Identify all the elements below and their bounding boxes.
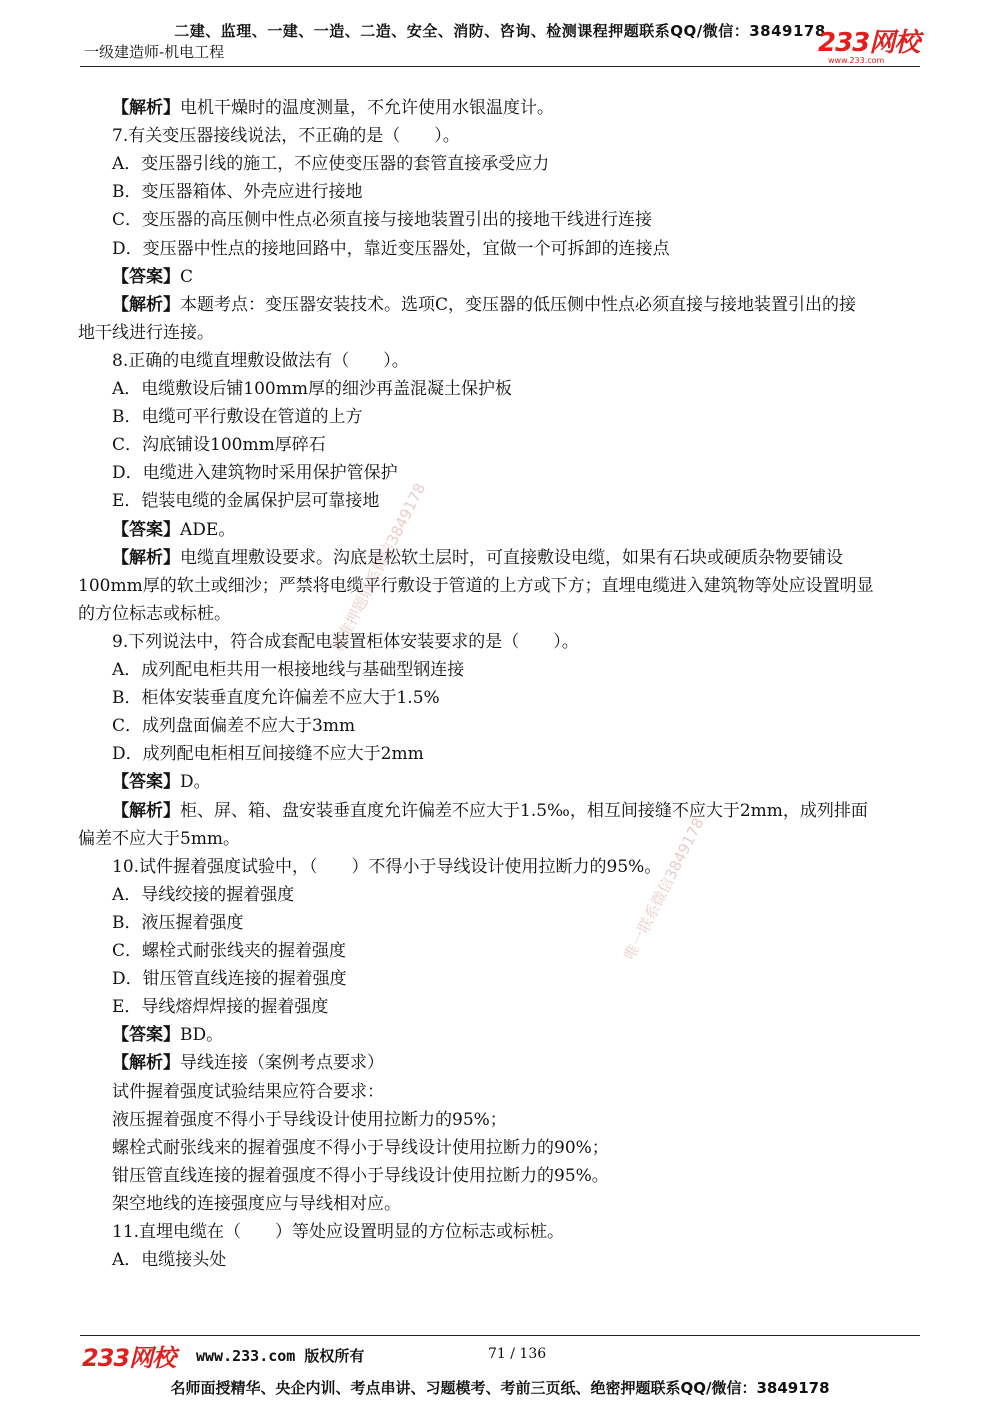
- line-text: D．成列配电柜相互间接缝不应大于2mm: [112, 744, 424, 765]
- text-line: [112, 1108, 507, 1132]
- text-line: [112, 152, 549, 176]
- line-text: C: [180, 266, 194, 287]
- line-text: D．电缆进入建筑物时采用保护管保护: [112, 463, 398, 484]
- line-text: 电机干燥时的温度测量，不允许使用水银温度计。: [180, 98, 554, 118]
- watermark-1: 精准押题联系微信3849178: [328, 480, 430, 655]
- section-label: 【解析】: [112, 294, 180, 315]
- footer-logo: [82, 1338, 175, 1373]
- line-text: 架空地线的连接强度应与导线相对应。: [112, 1193, 401, 1214]
- line-text: E．导线熔焊焊接的握着强度: [112, 997, 329, 1018]
- line-text: A．导线绞接的握着强度: [112, 884, 295, 905]
- text-line: [112, 1248, 226, 1272]
- text-line: [112, 742, 424, 766]
- logo-url: www.233.com: [828, 56, 885, 65]
- line-text: B．柜体安装垂直度允许偏差不应大于1.5%: [112, 688, 440, 709]
- section-label: 【解析】: [112, 547, 180, 568]
- line-text: B．液压握着强度: [112, 912, 244, 933]
- text-line: [112, 686, 440, 710]
- text-line: [112, 770, 211, 794]
- text-line: [112, 799, 868, 823]
- text-line: [112, 489, 379, 513]
- line-text: A．成列配电柜共用一根接地线与基础型钢连接: [112, 660, 465, 680]
- text-line: [112, 518, 235, 542]
- section-label: 【答案】: [112, 519, 180, 540]
- line-text: B．变压器箱体、外壳应进行接地: [112, 182, 363, 203]
- text-line: [112, 1051, 384, 1075]
- line-text: A．电缆敷设后铺100mm厚的细沙再盖混凝土保护板: [112, 379, 512, 399]
- section-label: 【答案】: [112, 266, 180, 287]
- line-text: 偏差不应大于5mm。: [78, 828, 241, 849]
- text-line: [78, 602, 231, 626]
- line-text: D．钳压管直线连接的握着强度: [112, 969, 347, 990]
- text-line: [112, 714, 355, 738]
- text-line: [78, 574, 874, 598]
- line-text: C．螺栓式耐张线夹的握着强度: [112, 941, 347, 961]
- footer-banner: 名师面授精华、央企内训、考点串讲、习题模考、考前三页纸、绝密押题联系QQ/微信：3849178: [170, 1379, 830, 1397]
- text-line: [112, 939, 346, 963]
- line-text: 试件握着强度试验结果应符合要求：: [112, 1081, 384, 1102]
- line-text: BD。: [180, 1025, 224, 1046]
- text-line: [112, 1164, 609, 1188]
- line-text: A．变压器引线的施工，不应使变压器的套管直接承受应力: [112, 154, 550, 175]
- line-text: 电缆直埋敷设要求。沟底是松软土层时，可直接敷设电缆，如果有石块或硬质杂物要铺设: [180, 547, 843, 568]
- text-line: [112, 995, 328, 1019]
- line-text: 11.直埋电缆在（ ）等处应设置明显的方位标志或标桩。: [112, 1222, 565, 1242]
- text-line: [112, 911, 244, 935]
- line-text: 8.正确的电缆直埋敷设做法有（ ）。: [112, 350, 409, 371]
- line-text: 10.试件握着强度试验中，（ ）不得小于导线设计使用拉断力的95%。: [112, 856, 662, 877]
- line-text: C．成列盘面偏差不应大于3mm: [112, 716, 356, 737]
- text-line: [112, 855, 661, 879]
- text-line: [112, 349, 409, 373]
- text-line: [112, 124, 460, 148]
- line-text: ADE。: [180, 519, 236, 540]
- line-text: A．电缆接头处: [112, 1250, 227, 1271]
- brand-logo: [818, 22, 938, 65]
- text-line: [112, 180, 363, 204]
- line-text: D．变压器中性点的接地回路中，靠近变压器处，宜做一个可拆卸的连接点: [112, 238, 670, 259]
- line-text: 7.有关变压器接线说法，不正确的是（ ）。: [112, 126, 460, 147]
- text-line: [112, 237, 670, 261]
- line-text: 螺栓式耐张线来的握着强度不得小于导线设计使用拉断力的90%；: [112, 1137, 609, 1158]
- line-text: 钳压管直线连接的握着强度不得小于导线设计使用拉断力的95%。: [112, 1165, 609, 1186]
- text-line: [112, 377, 512, 401]
- text-line: [112, 967, 347, 991]
- line-text: C．变压器的高压侧中性点必须直接与接地装置引出的接地干线进行连接: [112, 210, 653, 231]
- section-label: 【解析】: [112, 800, 180, 821]
- line-text: 9.下列说法中，符合成套配电装置柜体安装要求的是（ ）。: [112, 631, 579, 652]
- section-label: 【答案】: [112, 772, 180, 793]
- line-text: 本题考点：变压器安装技术。选项C，变压器的低压侧中性点必须直接与接地装置引出的接: [180, 294, 857, 315]
- text-line: [112, 1136, 609, 1160]
- line-text: 柜、屏、箱、盘安装垂直度允许偏差不应大于1.5‰，相互间接缝不应大于2mm，成列排面: [180, 800, 868, 821]
- footer-logo-text: 233网校: [82, 1344, 176, 1372]
- header-banner: 二建、监理、一建、一造、二造、安全、消防、咨询、检测课程押题联系QQ/微信：3849178: [174, 22, 826, 40]
- text-line: [112, 433, 326, 457]
- line-text: B．电缆可平行敷设在管道的上方: [112, 407, 363, 428]
- page-number: 71 / 136: [488, 1346, 547, 1362]
- text-line: [112, 461, 398, 485]
- text-line: [112, 1023, 223, 1047]
- text-line: [112, 96, 554, 120]
- section-label: 【答案】: [112, 1025, 180, 1046]
- line-text: D。: [180, 772, 211, 793]
- text-line: [112, 658, 464, 682]
- text-line: [112, 208, 652, 232]
- text-line: [112, 1192, 401, 1216]
- copyright-text: www.233.com 版权所有: [196, 1347, 365, 1365]
- text-line: [112, 265, 193, 289]
- text-line: [112, 1220, 564, 1244]
- text-line: [78, 827, 240, 851]
- text-line: [112, 1080, 384, 1104]
- line-text: 地干线进行连接。: [78, 322, 214, 343]
- text-line: [112, 405, 363, 429]
- line-text: C．沟底铺设100mm厚碎石: [112, 435, 326, 456]
- section-label: 【解析】: [112, 98, 180, 118]
- watermark-2: 唯一联系微信3849178: [620, 814, 708, 963]
- line-text: 导线连接（案例考点要求）: [180, 1053, 384, 1074]
- text-line: [112, 883, 294, 907]
- footer-divider: [80, 1335, 920, 1336]
- section-label: 【解析】: [112, 1053, 180, 1074]
- logo-text: 233网校: [818, 28, 920, 58]
- line-text: 的方位标志或标桩。: [78, 603, 231, 624]
- line-text: E．铠装电缆的金属保护层可靠接地: [112, 491, 380, 512]
- line-text: 100mm厚的软土或细沙；严禁将电缆平行敷设于管道的上方或下方；直埋电缆进入建筑物等处应设置明显: [78, 575, 874, 596]
- text-line: [78, 321, 214, 345]
- text-line: [112, 546, 843, 570]
- document-subtitle: 一级建造师-机电工程: [84, 43, 225, 61]
- text-line: [112, 293, 856, 317]
- line-text: 液压握着强度不得小于导线设计使用拉断力的95%；: [112, 1109, 507, 1130]
- header-divider: [80, 66, 920, 67]
